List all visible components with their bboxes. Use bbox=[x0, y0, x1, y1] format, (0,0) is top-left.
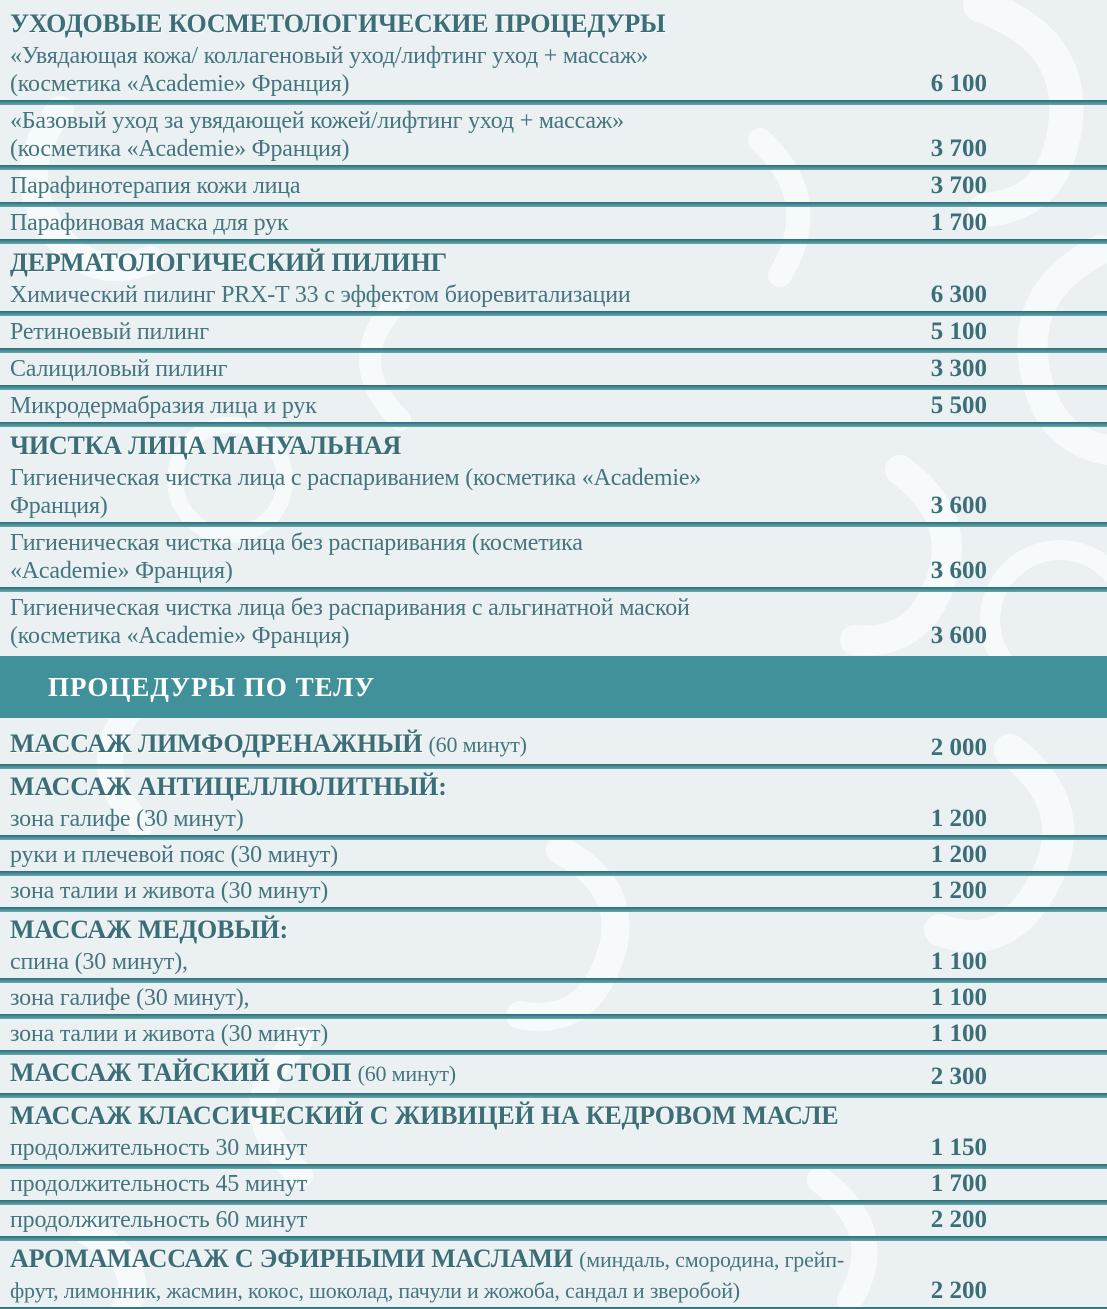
text-segment: «Базовый уход за увядающей кожей/лифтинг уход + массаж» bbox=[10, 108, 624, 134]
row-text bbox=[10, 318, 915, 346]
text-segment: зона галифе (30 минут) bbox=[10, 806, 244, 832]
price-row bbox=[0, 105, 1107, 165]
text-segment: УХОДОВЫЕ КОСМЕТОЛОГИЧЕСКИЕ ПРОЦЕДУРЫ bbox=[10, 9, 666, 38]
price-row bbox=[0, 316, 1107, 348]
text-segment: (60 минут) bbox=[428, 732, 527, 757]
text-segment: Салициловый пилинг bbox=[10, 356, 228, 382]
price-row bbox=[0, 769, 1107, 835]
price-row bbox=[0, 527, 1107, 587]
item-line bbox=[10, 246, 915, 281]
row-price: 2 000 bbox=[930, 734, 987, 761]
price-row bbox=[0, 1098, 1107, 1164]
price-row bbox=[0, 244, 1107, 311]
text-segment: Гигиеническая чистка лица без распаривания (косметика bbox=[10, 530, 583, 556]
item-line bbox=[10, 770, 915, 805]
item-line bbox=[10, 1134, 915, 1162]
text-segment: продолжительность 45 минут bbox=[10, 1171, 308, 1197]
item-line bbox=[10, 392, 915, 420]
item-line bbox=[10, 429, 915, 464]
row-text bbox=[10, 1020, 915, 1048]
row-text bbox=[10, 429, 915, 520]
text-segment: «Увядающая кожа/ коллагеновый уход/лифтинг уход + массаж» bbox=[10, 43, 649, 69]
price-row bbox=[0, 840, 1107, 871]
text-segment: Ретиноевый пилинг bbox=[10, 319, 209, 345]
row-price: 1 100 bbox=[930, 984, 987, 1011]
banner-label: ПРОЦЕДУРЫ ПО ТЕЛУ bbox=[48, 671, 376, 702]
row-text bbox=[10, 1170, 915, 1198]
row-text bbox=[10, 1099, 915, 1162]
item-line bbox=[10, 1277, 915, 1305]
price-row bbox=[0, 1241, 1107, 1307]
price-row bbox=[0, 1055, 1107, 1093]
text-segment: МАССАЖ АНТИЦЕЛЛЮЛИТНЫЙ: bbox=[10, 772, 447, 801]
row-price: 2 200 bbox=[930, 1277, 987, 1304]
row-price: 2 200 bbox=[930, 1206, 987, 1233]
row-price: 1 700 bbox=[930, 1170, 987, 1197]
item-line bbox=[10, 984, 915, 1012]
section-body-care bbox=[0, 726, 1107, 1309]
price-row bbox=[0, 353, 1107, 385]
item-line bbox=[10, 70, 915, 98]
text-segment: Гигиеническая чистка лица без распаривания с альгинатной маской bbox=[10, 595, 690, 621]
item-line bbox=[10, 805, 915, 833]
row-text bbox=[10, 209, 915, 237]
row-price: 1 100 bbox=[930, 948, 987, 975]
item-line bbox=[10, 841, 915, 869]
row-text bbox=[10, 392, 915, 420]
item-line bbox=[10, 1170, 915, 1198]
row-price: 3 600 bbox=[930, 557, 987, 584]
row-text bbox=[10, 246, 915, 309]
row-text bbox=[10, 841, 915, 869]
price-row bbox=[0, 207, 1107, 239]
section-banner-body-procedures bbox=[0, 656, 1107, 718]
text-segment: Микродермабразия лица и рук bbox=[10, 393, 317, 419]
text-segment: ДЕРМАТОЛОГИЧЕСКИЙ ПИЛИНГ bbox=[10, 248, 447, 277]
text-segment: МАССАЖ ТАЙСКИЙ СТОП bbox=[10, 1058, 358, 1087]
row-price: 1 100 bbox=[930, 1020, 987, 1047]
text-segment: Франция) bbox=[10, 493, 108, 519]
item-line bbox=[10, 1099, 915, 1134]
text-segment: ЧИСТКА ЛИЦА МАНУАЛЬНАЯ bbox=[10, 431, 402, 460]
text-segment: МАССАЖ МЕДОВЫЙ: bbox=[10, 915, 289, 944]
text-segment: руки и плечевой пояс (30 минут) bbox=[10, 842, 338, 868]
item-line bbox=[10, 42, 915, 70]
text-segment: Парафиновая маска для рук bbox=[10, 210, 289, 236]
row-price: 1 200 bbox=[930, 841, 987, 868]
row-text bbox=[10, 529, 915, 585]
section-face-care bbox=[0, 5, 1107, 652]
text-segment: (60 минут) bbox=[357, 1061, 456, 1086]
row-text bbox=[10, 7, 915, 98]
text-segment: продолжительность 30 минут bbox=[10, 1135, 308, 1161]
text-segment: фрут, лимонник, жасмин, кокос, шоколад, пачули и жожоба, сандал и зверобой) bbox=[10, 1278, 740, 1303]
price-row bbox=[0, 1169, 1107, 1200]
row-text bbox=[10, 355, 915, 383]
text-segment: Парафинотерапия кожи лица bbox=[10, 173, 301, 199]
row-text bbox=[10, 984, 915, 1012]
price-row bbox=[0, 170, 1107, 202]
item-line bbox=[10, 1242, 915, 1277]
row-text bbox=[10, 913, 915, 976]
price-row bbox=[0, 592, 1107, 652]
row-text bbox=[10, 107, 915, 163]
row-price: 3 700 bbox=[930, 135, 987, 162]
price-row bbox=[0, 726, 1107, 764]
item-line bbox=[10, 172, 915, 200]
row-price: 2 300 bbox=[930, 1063, 987, 1090]
item-line bbox=[10, 727, 915, 762]
item-line bbox=[10, 948, 915, 976]
row-price: 3 600 bbox=[930, 492, 987, 519]
text-segment: (косметика «Academie» Франция) bbox=[10, 623, 350, 649]
price-row bbox=[0, 912, 1107, 978]
text-segment: спина (30 минут), bbox=[10, 949, 188, 975]
text-segment: «Academie» Франция) bbox=[10, 558, 233, 584]
row-text bbox=[10, 770, 915, 833]
row-price: 3 700 bbox=[930, 172, 987, 199]
item-line bbox=[10, 7, 915, 42]
price-row bbox=[0, 983, 1107, 1014]
price-row bbox=[0, 5, 1107, 100]
item-line bbox=[10, 318, 915, 346]
row-text bbox=[10, 172, 915, 200]
item-line bbox=[10, 1206, 915, 1234]
price-row bbox=[0, 1019, 1107, 1050]
item-line bbox=[10, 622, 915, 650]
item-line bbox=[10, 135, 915, 163]
price-row bbox=[0, 876, 1107, 907]
row-text bbox=[10, 877, 915, 905]
item-line bbox=[10, 281, 915, 309]
row-text bbox=[10, 1056, 915, 1091]
row-text bbox=[10, 1206, 915, 1234]
row-price: 3 300 bbox=[930, 355, 987, 382]
row-text bbox=[10, 1242, 915, 1305]
row-price: 1 200 bbox=[930, 877, 987, 904]
text-segment: продолжительность 60 минут bbox=[10, 1207, 308, 1233]
row-price: 5 100 bbox=[930, 318, 987, 345]
row-text bbox=[10, 727, 915, 762]
item-line bbox=[10, 107, 915, 135]
item-line bbox=[10, 529, 915, 557]
item-line bbox=[10, 355, 915, 383]
row-price: 6 100 bbox=[930, 70, 987, 97]
item-line bbox=[10, 557, 915, 585]
row-price: 1 150 bbox=[930, 1134, 987, 1161]
text-segment: (миндаль, смородина, грейп- bbox=[579, 1247, 844, 1272]
item-line bbox=[10, 877, 915, 905]
row-price: 1 700 bbox=[930, 209, 987, 236]
item-line bbox=[10, 913, 915, 948]
item-line bbox=[10, 464, 915, 492]
row-price: 6 300 bbox=[930, 281, 987, 308]
price-row bbox=[0, 390, 1107, 422]
text-segment: (косметика «Academie» Франция) bbox=[10, 71, 350, 97]
row-text bbox=[10, 594, 915, 650]
item-line bbox=[10, 492, 915, 520]
row-price: 1 200 bbox=[930, 805, 987, 832]
price-row bbox=[0, 1205, 1107, 1236]
text-segment: (косметика «Academie» Франция) bbox=[10, 136, 350, 162]
text-segment: МАССАЖ КЛАССИЧЕСКИЙ С ЖИВИЦЕЙ НА КЕДРОВОМ МАСЛЕ bbox=[10, 1101, 839, 1130]
item-line bbox=[10, 209, 915, 237]
item-line bbox=[10, 1056, 915, 1091]
text-segment: Химический пилинг PRX-T 33 с эффектом биоревитализации bbox=[10, 282, 631, 308]
text-segment: МАССАЖ ЛИМФОДРЕНАЖНЫЙ bbox=[10, 729, 429, 758]
text-segment: Гигиеническая чистка лица с распариванием (косметика «Academie» bbox=[10, 465, 702, 491]
text-segment: зона талии и живота (30 минут) bbox=[10, 878, 329, 904]
text-segment: зона талии и живота (30 минут) bbox=[10, 1021, 329, 1047]
item-line bbox=[10, 594, 915, 622]
row-price: 5 500 bbox=[930, 392, 987, 419]
price-row bbox=[0, 427, 1107, 522]
text-segment: АРОМАМАССАЖ С ЭФИРНЫМИ МАСЛАМИ bbox=[10, 1244, 580, 1273]
row-price: 3 600 bbox=[930, 622, 987, 649]
text-segment: зона галифе (30 минут), bbox=[10, 985, 250, 1011]
item-line bbox=[10, 1020, 915, 1048]
